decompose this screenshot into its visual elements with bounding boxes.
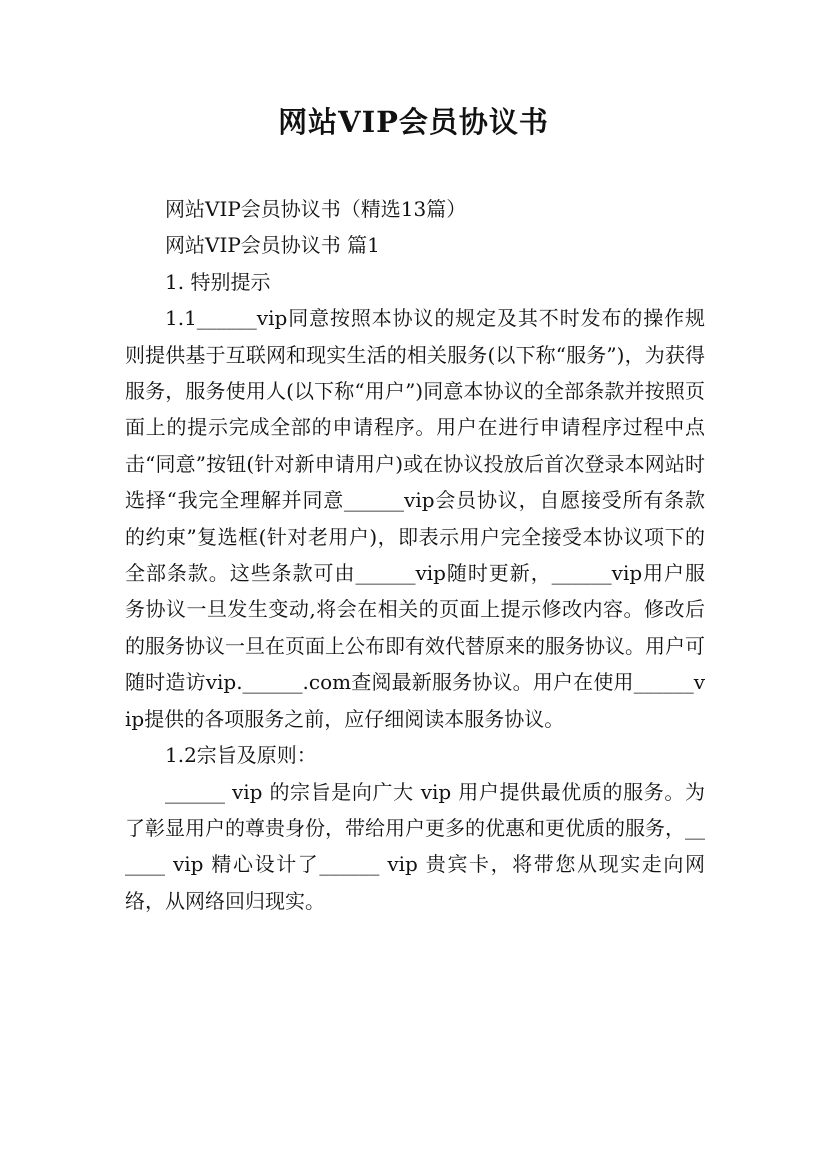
document-body — [125, 191, 705, 919]
paragraph-heading-1-2: 1.2宗旨及原则： — [165, 743, 317, 768]
document-title: 网站VIP会员协议书 — [278, 105, 549, 139]
paragraph-section-heading: 网站VIP会员协议书 篇1 — [165, 233, 380, 258]
paragraph-clause-1-1: 1.1______vip同意按照本协议的规定及其不时发布的操作规则提供基于互联网和现实生活的相关服务(以下称“服务”)，为获得服务，服务使用人(以下称“用户”)同意本协议的全部条款并按照页面上的提示完成全部的申请程序。用户在进行申请程序过程中点击“同意”按钮(针对新申请用户)或在协议投放后首次登录本网站时选择“我完全理解并同意______vip会员协议，自愿接受所有条款的约束”复选框(针对老用户)，即表示用户完全接受本协议项下的全部条款。这些条款可由______vip随时更新，______vip用户服务协议一旦发生变动,将会在相关的页面上提示修改内容。修改后的服务协议一旦在页面上公布即有效代替原来的服务协议。用户可随时造访vip.______.com查阅最新服务协议。用户在使用______vip提供的各项服务之前，应仔细阅读本服务协议。 — [125, 306, 705, 731]
paragraph-heading-1: 1. 特别提示 — [165, 269, 271, 294]
paragraph-subtitle: 网站VIP会员协议书（精选13篇） — [165, 197, 467, 221]
paragraph-clause-1-2: ______ vip 的宗旨是向广大 vip 用户提供最优质的服务。为了彰显用户的尊贵身份，带给用户更多的优惠和更优质的服务，______ vip 精心设计了______ vip 贵宾卡，将带您从现实走向网络，从网络回归现实。 — [125, 779, 705, 913]
